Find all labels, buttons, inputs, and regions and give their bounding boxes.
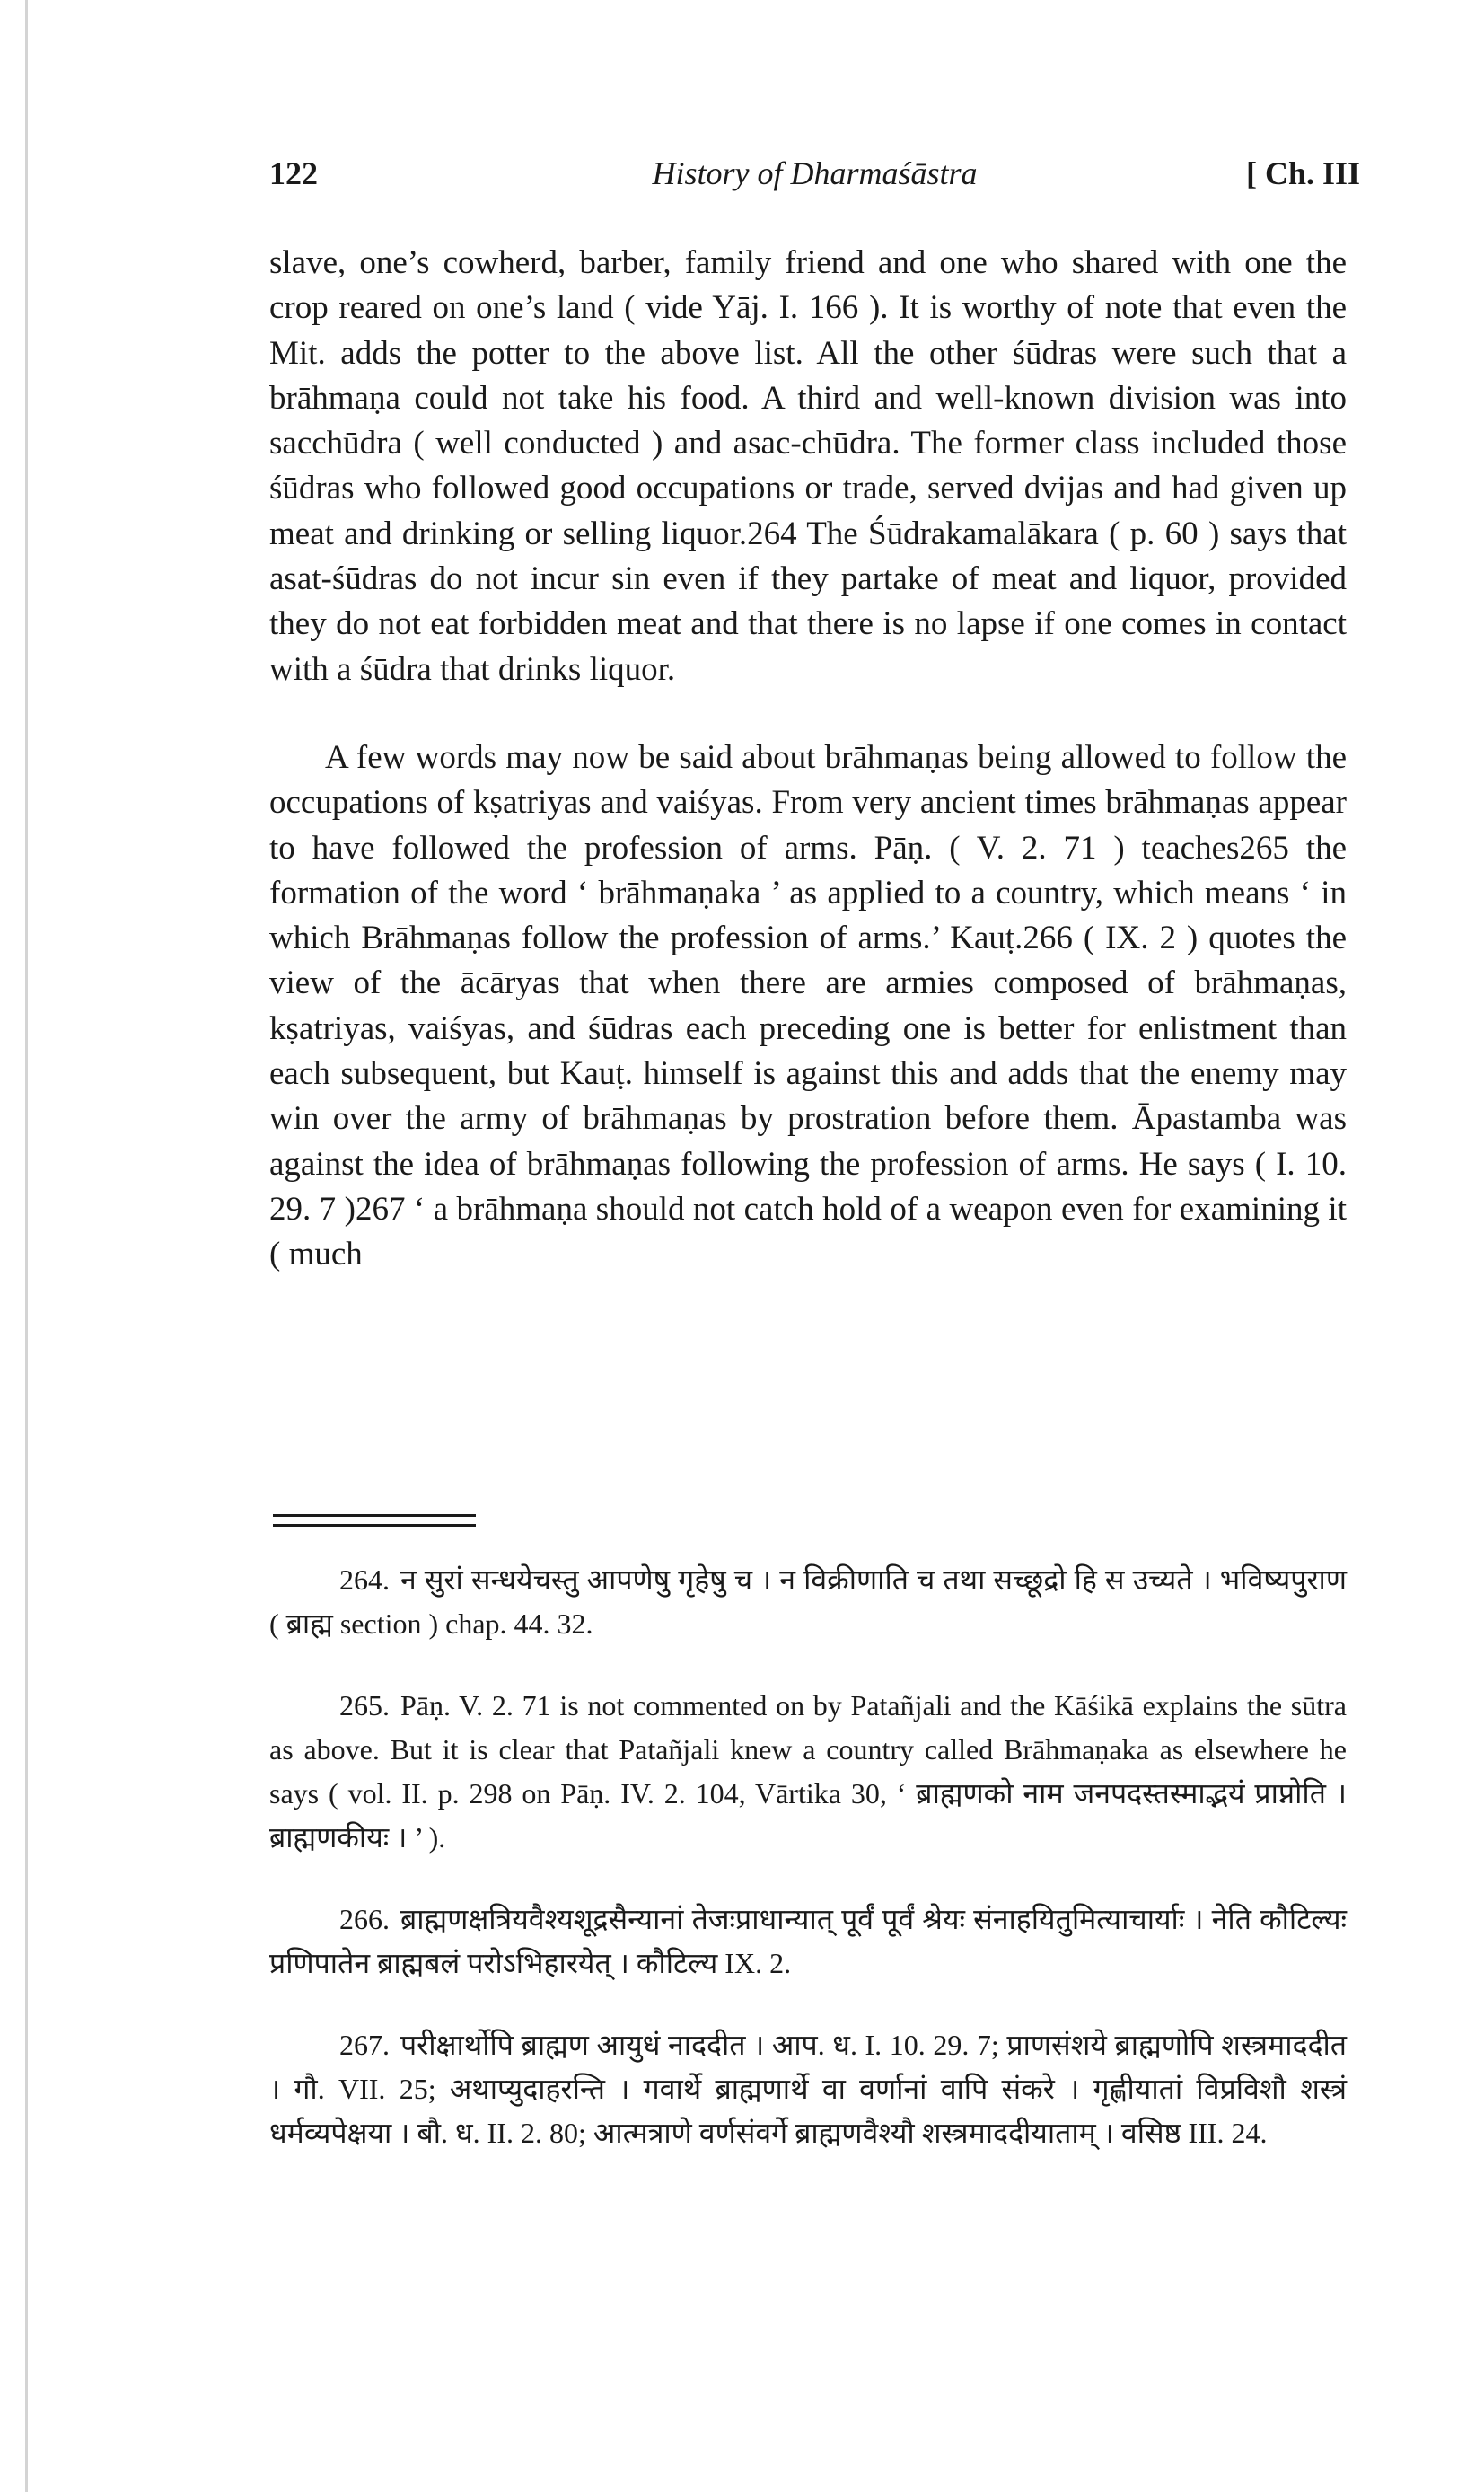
running-title: History of Dharmaśāstra: [652, 155, 978, 191]
footnotes: [269, 1558, 1347, 2193]
footnote-number: 265.: [339, 1689, 390, 1722]
paragraph-1: slave, one’s cowherd, barber, family friend and one who shared with one the crop reared on one’s land ( vide Yāj. I. 166 ). It is worthy of note that even the Mit. adds the potter to the above list. All the other śūdras were such that a brāhmaṇa could not take his food. A third and well-known division was into sacchūdra ( well conducted ) and asac-chūdra. The former class included those śūdras who followed good occupations or trade, served dvijas and had given up meat and drinking or selling liquor.264 The Śūdrakamalākara ( p. 60 ) says that asat-śūdras do not incur sin even if they partake of meat and liquor, provided they do not eat forbidden meat and that there is no lapse if one comes in contact with a śūdra that drinks liquor.: [269, 244, 1347, 688]
page-header: [269, 154, 1360, 208]
footnote-separator: [273, 1514, 476, 1534]
footnote-267: [269, 2023, 1347, 2155]
paragraph-2: A few words may now be said about brāhmaṇas being allowed to follow the occupations of kṣatriyas and vaiśyas. From very ancient times brāhmaṇas appear to have followed the profession of arms. Pāṇ. ( V. 2. 71 ) teaches265 the formation of the word ‘ brāhmaṇaka ’ as applied to a country, which means ‘ in which Brāhmaṇas follow the profession of arms.’ Kauṭ.266 ( IX. 2 ) quotes the view of the ācāryas that when there are armies composed of brāhmaṇas, kṣatriyas, vaiśyas, and śūdras each preceding one is better for enlistment than each subsequent, but Kauṭ. himself is against this and adds that the enemy may win over the army of brāhmaṇas by prostration before them. Āpastamba was against the idea of brāhmaṇas following the profession of arms. He says ( I. 10. 29. 7 )267 ‘ a brāhmaṇa should not catch hold of a weapon even for examining it ( much: [269, 738, 1347, 1273]
footnote-text: Pāṇ. V. 2. 71 is not commented on by Patañjali and the Kāśikā explains the sūtra as above. But it is clear that Patañjali knew a country called Brāhmaṇaka as elsewhere he says ( vol. II. p. 298 on Pāṇ. IV. 2. 104, Vārtika 30, ‘ ब्राह्मणको नाम जनपदस्तस्माद्भयं प्राप्नोति । ब्राह्मणकीयः । ’ ).: [269, 1689, 1347, 1854]
footnote-number: 266.: [339, 1903, 390, 1935]
footnote-text: ब्राह्मणक्षत्रियवैश्यशूद्रसैन्यानां तेजःप्राधान्यात् पूर्वं पूर्वं श्रेयः संनाहयितुमित्याचार्याः । नेति कौटिल्यः प्रणिपातेन ब्राह्मबलं परोऽभिहारयेत् । कौटिल्य IX. 2.: [269, 1903, 1347, 1979]
footnote-text: न सुरां सन्धयेचस्तु आपणेषु गृहेषु च । न विक्रीणाति च तथा सच्छूद्रो हि स उच्यते । भविष्यपुराण ( ब्राह्म section ) chap. 44. 32.: [269, 1563, 1347, 1640]
page-number: 122: [269, 155, 318, 191]
footnote-266: [269, 1898, 1347, 1986]
footnote-text: परीक्षार्थोपि ब्राह्मण आयुधं नाददीत । आप. ध. I. 10. 29. 7; प्राणसंशये ब्राह्मणोपि शस्त्रमाददीत । गौ. VII. 25; अथाप्युदाहरन्ति । गवार्थे ब्राह्मणार्थे वा वर्णानां वापि संकरे । गृह्णीयातां विप्रविशौ शस्त्रं धर्मव्यपेक्षया । बौ. ध. II. 2. 80; आत्मत्राणे वर्णसंवर्गे ब्राह्मणवैश्यौ शस्त्रमाददीयाताम् । वसिष्ठ III. 24.: [269, 2029, 1347, 2149]
main-text: [269, 241, 1347, 1278]
footnote-264: [269, 1558, 1347, 1646]
footnote-number: 264.: [339, 1563, 390, 1596]
footnote-number: 267.: [339, 2029, 390, 2061]
footnote-265: [269, 1684, 1347, 1860]
chapter-label: [ Ch. III: [1245, 155, 1360, 191]
scan-edge-line: [25, 0, 28, 2492]
